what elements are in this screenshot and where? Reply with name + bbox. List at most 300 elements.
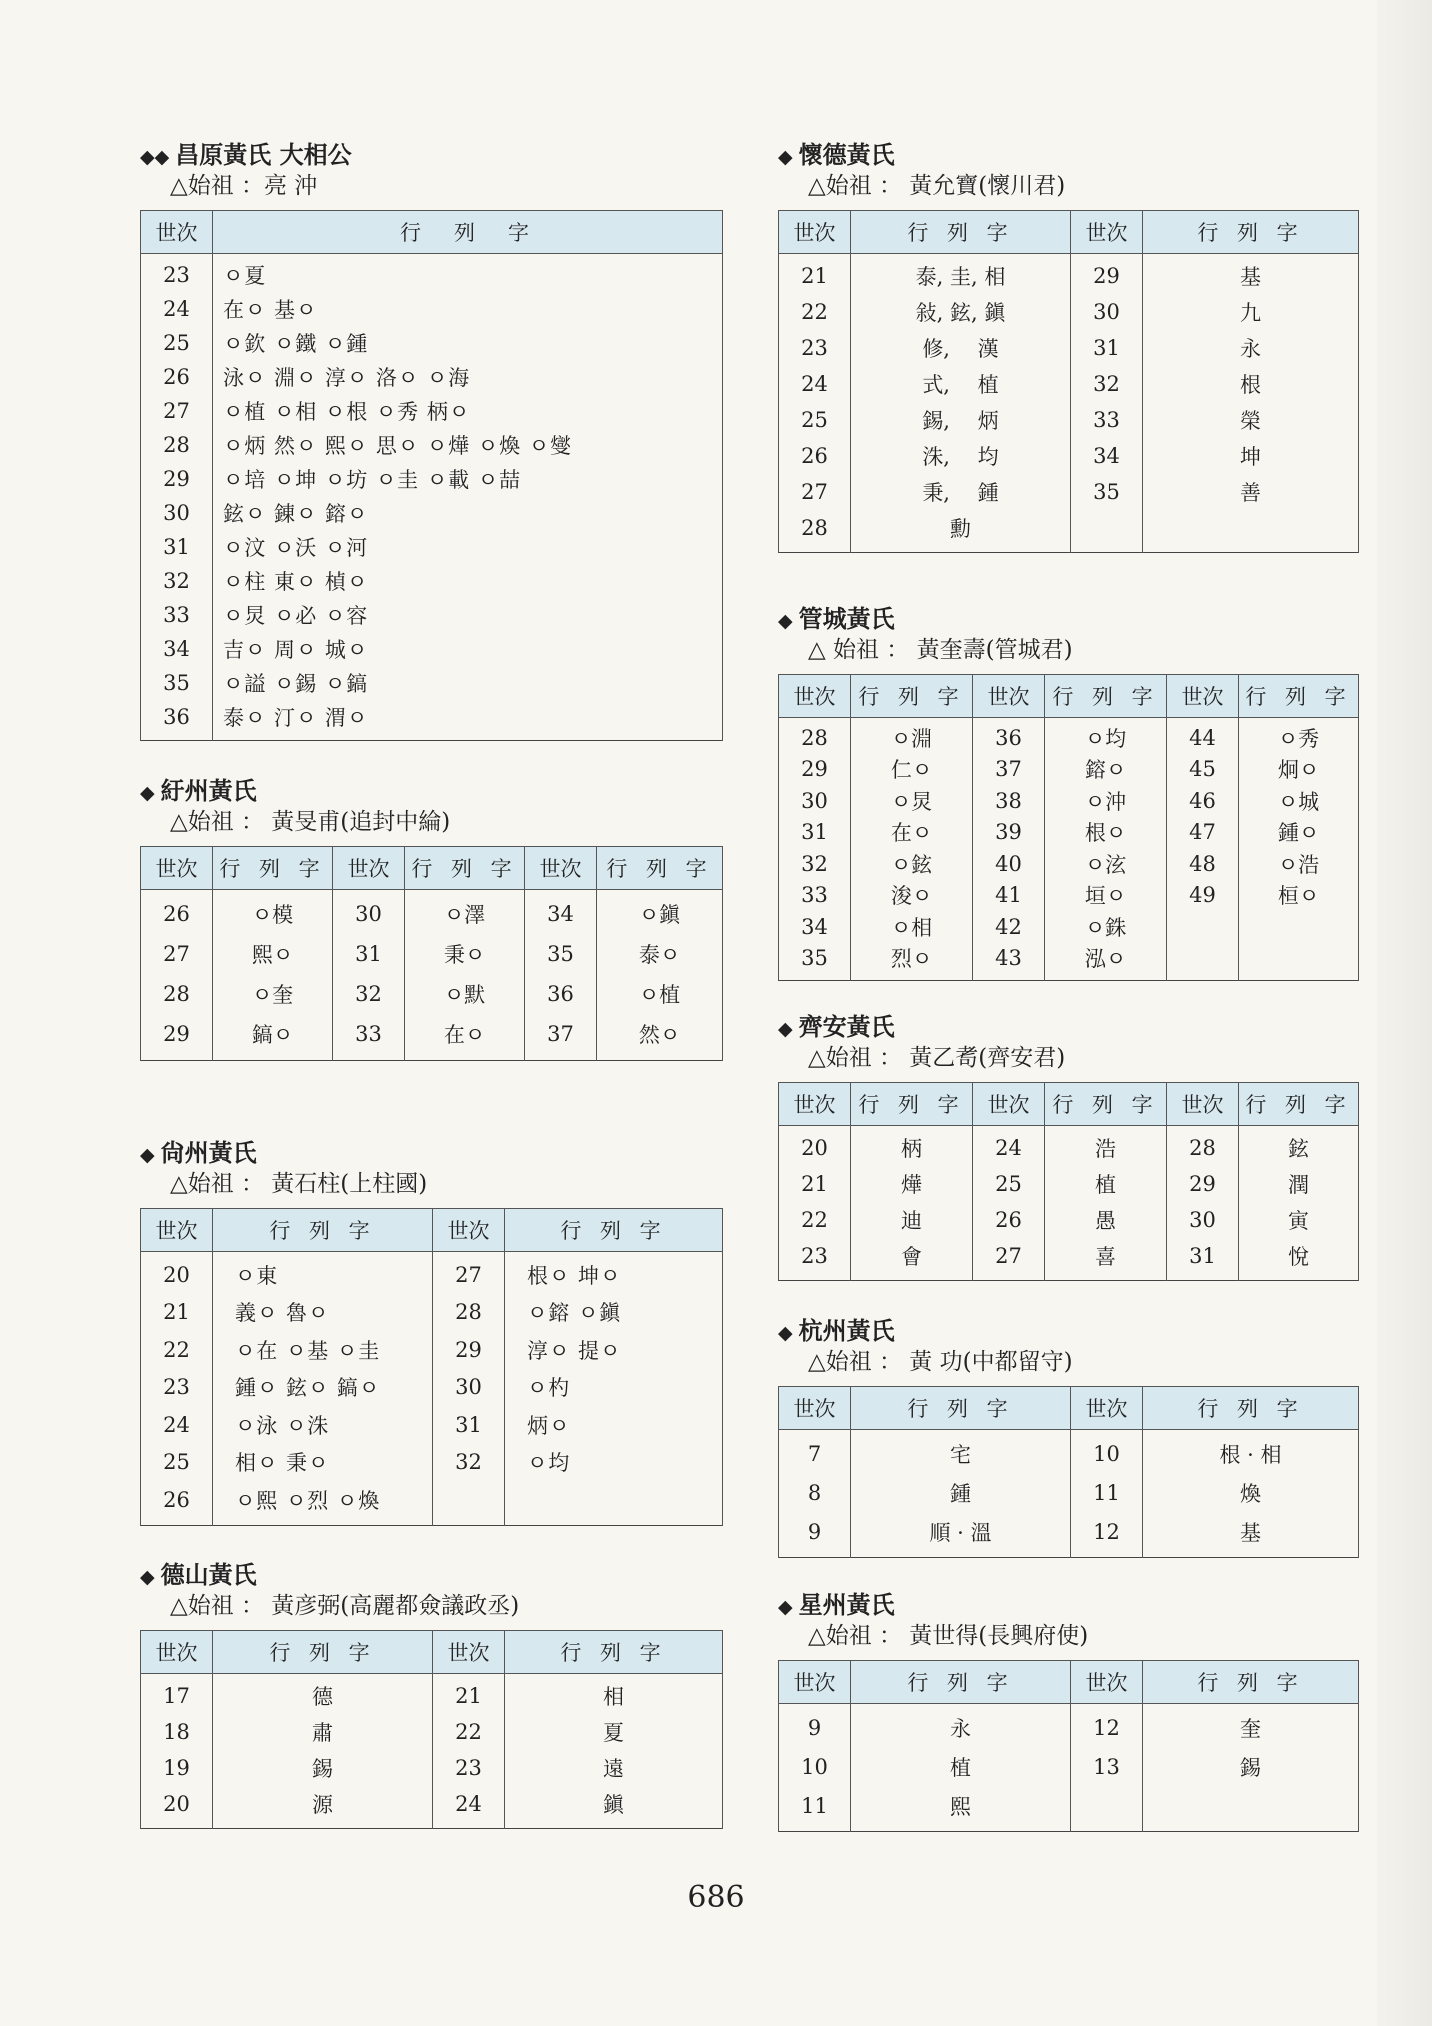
hangryeolja-cell: ㅇ鎔 ㅇ鎭 (505, 1294, 723, 1332)
table-row (779, 1473, 1359, 1512)
generation-cell: 11 (779, 1786, 851, 1832)
generation-cell: 33 (779, 880, 851, 912)
header-hangryeolja: 行 列 字 (851, 1661, 1071, 1704)
table-row (141, 326, 723, 360)
clan-section-deoksan (140, 1560, 723, 1829)
generation-cell: 33 (333, 1014, 405, 1061)
clan-section-sangju (140, 1138, 723, 1526)
diamond-icon: ◆ (778, 1018, 793, 1040)
generation-cell: 22 (141, 1331, 213, 1369)
generation-cell: 28 (779, 510, 851, 553)
generation-cell: 26 (973, 1202, 1045, 1238)
generation-cell: 32 (333, 974, 405, 1014)
generation-cell: 22 (779, 294, 851, 330)
generation-cell: 49 (1167, 880, 1239, 912)
generation-cell (433, 1481, 505, 1525)
table-row (141, 564, 723, 598)
generation-cell: 12 (1071, 1512, 1143, 1558)
header-generation: 世次 (1071, 1661, 1143, 1704)
table-row (141, 1369, 723, 1407)
generation-cell: 34 (141, 632, 213, 666)
table-row (779, 510, 1359, 553)
table-row (779, 294, 1359, 330)
table-row (141, 700, 723, 741)
generation-cell (1167, 943, 1239, 981)
hangryeolja-cell: ㅇ城 (1239, 785, 1359, 817)
clan-section-jean (778, 1012, 1359, 1281)
hangryeolja-cell: 敍, 鉉, 鎭 (851, 294, 1071, 330)
table-row (779, 718, 1359, 754)
generation-cell: 32 (1071, 366, 1143, 402)
founder-line: △始祖 ： 黃世得(長興府使) (808, 1623, 1089, 1649)
table-row (779, 366, 1359, 402)
clan-section-gwanseong (778, 604, 1359, 981)
generation-cell: 22 (433, 1714, 505, 1750)
section-title-text: 昌原黃氏 大相公 (175, 140, 352, 169)
header-generation: 世次 (141, 1631, 213, 1674)
table-row (779, 1238, 1359, 1281)
generation-cell: 28 (433, 1294, 505, 1332)
hangryeolja-cell: 鎬ㅇ (213, 1014, 333, 1061)
header-hangryeolja: 行 列 字 (405, 847, 525, 890)
table-row (141, 496, 723, 530)
generation-cell: 26 (141, 890, 213, 935)
hangryeolja-cell: ㅇ杓 (505, 1369, 723, 1407)
hangryeolja-cell: 源 (213, 1786, 433, 1829)
generation-table (778, 1082, 1359, 1281)
table-row (779, 943, 1359, 981)
generation-cell: 27 (141, 934, 213, 974)
diamond-icon: ◆ (140, 782, 155, 804)
hangryeolja-cell: 錫 (213, 1750, 433, 1786)
hangryeolja-cell: ㅇ炳 然ㅇ 熙ㅇ 思ㅇ ㅇ燁 ㅇ煥 ㅇ燮 (213, 428, 723, 462)
hangryeolja-cell: ㅇ炅 ㅇ必 ㅇ容 (213, 598, 723, 632)
generation-cell: 7 (779, 1430, 851, 1474)
table-row (779, 1430, 1359, 1474)
generation-cell: 29 (433, 1331, 505, 1369)
generation-cell: 25 (141, 1444, 213, 1482)
hangryeolja-cell: ㅇ汶 ㅇ沃 ㅇ河 (213, 530, 723, 564)
generation-table (140, 1208, 723, 1526)
header-generation: 世次 (1071, 211, 1143, 254)
generation-cell: 11 (1071, 1473, 1143, 1512)
table-row (779, 1512, 1359, 1558)
header-hangryeolja: 行 列 字 (1239, 675, 1359, 718)
hangryeolja-cell: 根ㅇ (1045, 817, 1167, 849)
section-title (140, 776, 723, 806)
hangryeolja-cell: 仁ㅇ (851, 754, 973, 786)
generation-cell: 29 (1071, 254, 1143, 295)
table-row (779, 911, 1359, 943)
hangryeolja-cell: ㅇ銖 (1045, 911, 1167, 943)
section-title-text: 杭州黃氏 (798, 1316, 895, 1345)
hangryeolja-cell: ㅇ培 ㅇ坤 ㅇ坊 ㅇ圭 ㅇ載 ㅇ喆 (213, 462, 723, 496)
hangryeolja-cell: 基 (1143, 254, 1359, 295)
hangryeolja-cell: ㅇ秀 (1239, 718, 1359, 754)
generation-cell: 24 (973, 1126, 1045, 1167)
hangryeolja-cell: 烈ㅇ (851, 943, 973, 981)
header-generation: 世次 (779, 211, 851, 254)
hangryeolja-cell: 熙 (851, 1786, 1071, 1832)
header-generation: 世次 (333, 847, 405, 890)
diamond-icon: ◆ (778, 1596, 793, 1618)
header-generation: 世次 (525, 847, 597, 890)
generation-cell: 21 (141, 1294, 213, 1332)
founder-line: △始祖 ： 黃乙耉(齊安君) (808, 1045, 1066, 1071)
table-row (141, 632, 723, 666)
generation-cell: 33 (1071, 402, 1143, 438)
section-title (778, 1590, 1359, 1620)
section-title-text: 管城黃氏 (798, 604, 895, 633)
generation-cell: 9 (779, 1512, 851, 1558)
hangryeolja-cell: 在ㅇ 基ㅇ (213, 292, 723, 326)
hangryeolja-cell: 善 (1143, 474, 1359, 510)
generation-cell (1071, 1786, 1143, 1832)
table-row (141, 1331, 723, 1369)
hangryeolja-cell: 鎔ㅇ (1045, 754, 1167, 786)
hangryeolja-cell (1239, 943, 1359, 981)
table-row (141, 360, 723, 394)
hangryeolja-cell: 會 (851, 1238, 973, 1281)
header-hangryeolja: 行 列 字 (213, 211, 723, 254)
hangryeolja-cell (1239, 911, 1359, 943)
hangryeolja-cell: ㅇ均 (505, 1444, 723, 1482)
diamond-icon: ◆ (778, 146, 793, 168)
hangryeolja-cell: 永 (851, 1704, 1071, 1748)
generation-cell: 27 (141, 394, 213, 428)
generation-cell: 43 (973, 943, 1045, 981)
hangryeolja-cell: 愚 (1045, 1202, 1167, 1238)
table-row (779, 330, 1359, 366)
hangryeolja-cell: ㅇ淵 (851, 718, 973, 754)
hangryeolja-cell: 迪 (851, 1202, 973, 1238)
header-generation: 世次 (973, 675, 1045, 718)
hangryeolja-cell: 遠 (505, 1750, 723, 1786)
hangryeolja-cell: 秉ㅇ (405, 934, 525, 974)
hangryeolja-cell: 炯ㅇ (1239, 754, 1359, 786)
generation-cell: 28 (779, 718, 851, 754)
generation-cell: 21 (779, 1166, 851, 1202)
generation-cell: 29 (141, 1014, 213, 1061)
generation-cell: 22 (779, 1202, 851, 1238)
generation-table (778, 210, 1359, 553)
generation-cell: 34 (779, 911, 851, 943)
generation-cell: 23 (141, 254, 213, 293)
generation-cell: 37 (525, 1014, 597, 1061)
generation-cell: 24 (779, 366, 851, 402)
hangryeolja-cell: 相 (505, 1674, 723, 1715)
generation-cell: 26 (141, 360, 213, 394)
hangryeolja-cell: 錫 (1143, 1747, 1359, 1786)
generation-cell: 26 (779, 438, 851, 474)
hangryeolja-cell: 寅 (1239, 1202, 1359, 1238)
page-edge (1377, 0, 1432, 2026)
hangryeolja-cell: ㅇ鎭 (597, 890, 723, 935)
header-hangryeolja: 行 列 字 (1143, 1661, 1359, 1704)
header-hangryeolja: 行 列 字 (1045, 675, 1167, 718)
header-hangryeolja: 行 列 字 (1143, 1387, 1359, 1430)
generation-cell: 24 (141, 292, 213, 326)
section-title (778, 140, 1359, 170)
generation-cell: 25 (779, 402, 851, 438)
generation-cell: 42 (973, 911, 1045, 943)
hangryeolja-cell: 根 · 相 (1143, 1430, 1359, 1474)
generation-table (140, 1630, 723, 1829)
generation-cell: 36 (973, 718, 1045, 754)
header-hangryeolja: 行 列 字 (851, 675, 973, 718)
header-hangryeolja: 行 列 字 (851, 211, 1071, 254)
hangryeolja-cell: 九 (1143, 294, 1359, 330)
diamond-icon: ◆ (778, 610, 793, 632)
hangryeolja-cell: 然ㅇ (597, 1014, 723, 1061)
hangryeolja-cell: 根ㅇ 坤ㅇ (505, 1252, 723, 1294)
generation-cell: 29 (1167, 1166, 1239, 1202)
hangryeolja-cell (505, 1481, 723, 1525)
generation-cell: 36 (141, 700, 213, 741)
hangryeolja-cell: ㅇ泳 ㅇ洙 (213, 1406, 433, 1444)
table-row (141, 1750, 723, 1786)
generation-cell: 20 (779, 1126, 851, 1167)
hangryeolja-cell: ㅇ植 (597, 974, 723, 1014)
generation-table (140, 210, 723, 741)
page-number: 686 (687, 1880, 745, 1915)
clan-section-hangju (778, 1316, 1359, 1558)
header-generation: 世次 (433, 1631, 505, 1674)
generation-cell: 28 (141, 428, 213, 462)
hangryeolja-cell: 浩 (1045, 1126, 1167, 1167)
hangryeolja-cell: 植 (1045, 1166, 1167, 1202)
hangryeolja-cell: ㅇ熙 ㅇ烈 ㅇ煥 (213, 1481, 433, 1525)
generation-cell: 24 (141, 1406, 213, 1444)
generation-cell: 27 (779, 474, 851, 510)
generation-cell: 31 (779, 817, 851, 849)
table-row (141, 1294, 723, 1332)
generation-cell: 25 (141, 326, 213, 360)
hangryeolja-cell: ㅇ夏 (213, 254, 723, 293)
table-row (779, 848, 1359, 880)
generation-cell: 35 (1071, 474, 1143, 510)
section-title-text: 懷德黃氏 (798, 140, 895, 169)
header-hangryeolja: 行 列 字 (851, 1387, 1071, 1430)
table-row (779, 1126, 1359, 1167)
generation-cell: 24 (433, 1786, 505, 1829)
generation-cell: 27 (433, 1252, 505, 1294)
generation-cell: 10 (1071, 1430, 1143, 1474)
header-hangryeolja: 行 列 字 (505, 1209, 723, 1252)
clan-section-hoedeok (778, 140, 1359, 553)
hangryeolja-cell: ㅇ泫 (1045, 848, 1167, 880)
section-title-text: 星州黃氏 (798, 1590, 895, 1619)
table-row (779, 1747, 1359, 1786)
generation-cell: 30 (1071, 294, 1143, 330)
table-row (779, 1786, 1359, 1832)
generation-cell: 34 (1071, 438, 1143, 474)
generation-cell (1167, 911, 1239, 943)
hangryeolja-cell: ㅇ柱 東ㅇ 楨ㅇ (213, 564, 723, 598)
generation-cell: 20 (141, 1786, 213, 1829)
hangryeolja-cell: 坤 (1143, 438, 1359, 474)
generation-cell: 34 (525, 890, 597, 935)
header-generation: 世次 (1167, 1083, 1239, 1126)
generation-cell: 35 (525, 934, 597, 974)
hangryeolja-cell: 浚ㅇ (851, 880, 973, 912)
generation-cell: 31 (433, 1406, 505, 1444)
hangryeolja-cell: 吉ㅇ 周ㅇ 城ㅇ (213, 632, 723, 666)
hangryeolja-cell: 植 (851, 1747, 1071, 1786)
generation-cell: 39 (973, 817, 1045, 849)
hangryeolja-cell: ㅇ奎 (213, 974, 333, 1014)
diamond-icon: ◆ (140, 1566, 155, 1588)
header-hangryeolja: 行 列 字 (851, 1083, 973, 1126)
generation-cell: 36 (525, 974, 597, 1014)
generation-cell: 23 (779, 1238, 851, 1281)
section-title (140, 1560, 723, 1590)
table-row (141, 1786, 723, 1829)
generation-cell: 19 (141, 1750, 213, 1786)
header-generation: 世次 (141, 211, 213, 254)
table-row (779, 1202, 1359, 1238)
hangryeolja-cell: 煥 (1143, 1473, 1359, 1512)
generation-cell: 21 (779, 254, 851, 295)
generation-table (140, 846, 723, 1061)
diamond-icon: ◆ (140, 1144, 155, 1166)
hangryeolja-cell: 德 (213, 1674, 433, 1715)
founder-line: △始祖 ： 黃石柱(上柱國) (170, 1171, 428, 1197)
hangryeolja-cell: 式, 植 (851, 366, 1071, 402)
hangryeolja-cell: 炳ㅇ (505, 1406, 723, 1444)
table-row (141, 1481, 723, 1525)
header-generation: 世次 (141, 1209, 213, 1252)
table-row (779, 474, 1359, 510)
header-hangryeolja: 行 列 字 (597, 847, 723, 890)
generation-cell: 45 (1167, 754, 1239, 786)
table-row (779, 1166, 1359, 1202)
hangryeolja-cell: 鍾ㅇ 鉉ㅇ 鎬ㅇ (213, 1369, 433, 1407)
generation-cell: 30 (1167, 1202, 1239, 1238)
generation-cell: 27 (973, 1238, 1045, 1281)
table-row (779, 754, 1359, 786)
founder-line: △始祖 ： 黃旻甫(追封中綸) (170, 809, 451, 835)
generation-cell: 33 (141, 598, 213, 632)
table-row (141, 974, 723, 1014)
section-title (778, 1012, 1359, 1042)
generation-cell: 31 (141, 530, 213, 564)
clan-section-yeongju (140, 776, 723, 1061)
generation-cell: 44 (1167, 718, 1239, 754)
table-row (141, 934, 723, 974)
header-hangryeolja: 行 列 字 (1239, 1083, 1359, 1126)
header-generation: 世次 (779, 1387, 851, 1430)
hangryeolja-cell: 泳ㅇ 淵ㅇ 淳ㅇ 洛ㅇ ㅇ海 (213, 360, 723, 394)
generation-cell: 31 (1167, 1238, 1239, 1281)
generation-cell: 20 (141, 1252, 213, 1294)
hangryeolja-cell: ㅇ植 ㅇ相 ㅇ根 ㅇ秀 柄ㅇ (213, 394, 723, 428)
generation-cell: 25 (973, 1166, 1045, 1202)
generation-cell: 28 (1167, 1126, 1239, 1167)
header-generation: 世次 (141, 847, 213, 890)
table-row (779, 1704, 1359, 1748)
header-generation: 世次 (1167, 675, 1239, 718)
hangryeolja-cell: ㅇ炅 (851, 785, 973, 817)
generation-table (778, 1660, 1359, 1832)
hangryeolja-cell: 根 (1143, 366, 1359, 402)
hangryeolja-cell: ㅇ鉉 (851, 848, 973, 880)
hangryeolja-cell: 順 · 溫 (851, 1512, 1071, 1558)
table-row (141, 254, 723, 293)
generation-cell: 26 (141, 1481, 213, 1525)
hangryeolja-cell: 垣ㅇ (1045, 880, 1167, 912)
generation-cell (1071, 510, 1143, 553)
hangryeolja-cell: 鎭 (505, 1786, 723, 1829)
hangryeolja-cell: 基 (1143, 1512, 1359, 1558)
generation-cell: 32 (779, 848, 851, 880)
table-row (141, 292, 723, 326)
generation-cell: 31 (333, 934, 405, 974)
table-row (141, 1014, 723, 1061)
generation-cell: 47 (1167, 817, 1239, 849)
generation-cell: 32 (141, 564, 213, 598)
generation-cell: 30 (141, 496, 213, 530)
hangryeolja-cell: 桓ㅇ (1239, 880, 1359, 912)
hangryeolja-cell: 柄 (851, 1126, 973, 1167)
hangryeolja-cell: 宅 (851, 1430, 1071, 1474)
section-title (778, 1316, 1359, 1346)
hangryeolja-cell (1143, 510, 1359, 553)
generation-table (778, 1386, 1359, 1558)
header-hangryeolja: 行 列 字 (213, 1209, 433, 1252)
generation-cell: 10 (779, 1747, 851, 1786)
header-generation: 世次 (973, 1083, 1045, 1126)
hangryeolja-cell: ㅇ東 (213, 1252, 433, 1294)
header-generation: 世次 (779, 1083, 851, 1126)
hangryeolja-cell: ㅇ沖 (1045, 785, 1167, 817)
generation-cell: 28 (141, 974, 213, 1014)
table-row (141, 1406, 723, 1444)
hangryeolja-cell: 泰ㅇ (597, 934, 723, 974)
generation-cell: 30 (779, 785, 851, 817)
table-row (141, 428, 723, 462)
hangryeolja-cell: 鉉 (1239, 1126, 1359, 1167)
table-row (141, 666, 723, 700)
hangryeolja-cell: ㅇ欽 ㅇ鐵 ㅇ鍾 (213, 326, 723, 360)
hangryeolja-cell: 錫, 炳 (851, 402, 1071, 438)
founder-line: △始祖 ： 黃彦弼(高麗都僉議政丞) (170, 1593, 520, 1619)
founder-line: △始祖 ： 黃 功(中都留守) (808, 1349, 1073, 1375)
hangryeolja-cell: ㅇ澤 (405, 890, 525, 935)
generation-cell: 35 (779, 943, 851, 981)
generation-cell: 18 (141, 1714, 213, 1750)
generation-cell: 29 (779, 754, 851, 786)
section-title-text: 德山黃氏 (160, 1560, 257, 1589)
hangryeolja-cell: 相ㅇ 秉ㅇ (213, 1444, 433, 1482)
hangryeolja-cell: ㅇ相 (851, 911, 973, 943)
header-hangryeolja: 行 列 字 (213, 847, 333, 890)
header-hangryeolja: 行 列 字 (505, 1631, 723, 1674)
hangryeolja-cell: 洙, 均 (851, 438, 1071, 474)
hangryeolja-cell: 在ㅇ (405, 1014, 525, 1061)
table-row (141, 1714, 723, 1750)
generation-cell: 31 (1071, 330, 1143, 366)
generation-cell: 35 (141, 666, 213, 700)
generation-cell: 17 (141, 1674, 213, 1715)
hangryeolja-cell: 鍾ㅇ (1239, 817, 1359, 849)
hangryeolja-cell: 鍾 (851, 1473, 1071, 1512)
header-hangryeolja: 行 列 字 (213, 1631, 433, 1674)
section-title (140, 140, 723, 170)
table-row (141, 394, 723, 428)
hangryeolja-cell: 燁 (851, 1166, 973, 1202)
hangryeolja-cell: 鉉ㅇ 錬ㅇ 鎔ㅇ (213, 496, 723, 530)
